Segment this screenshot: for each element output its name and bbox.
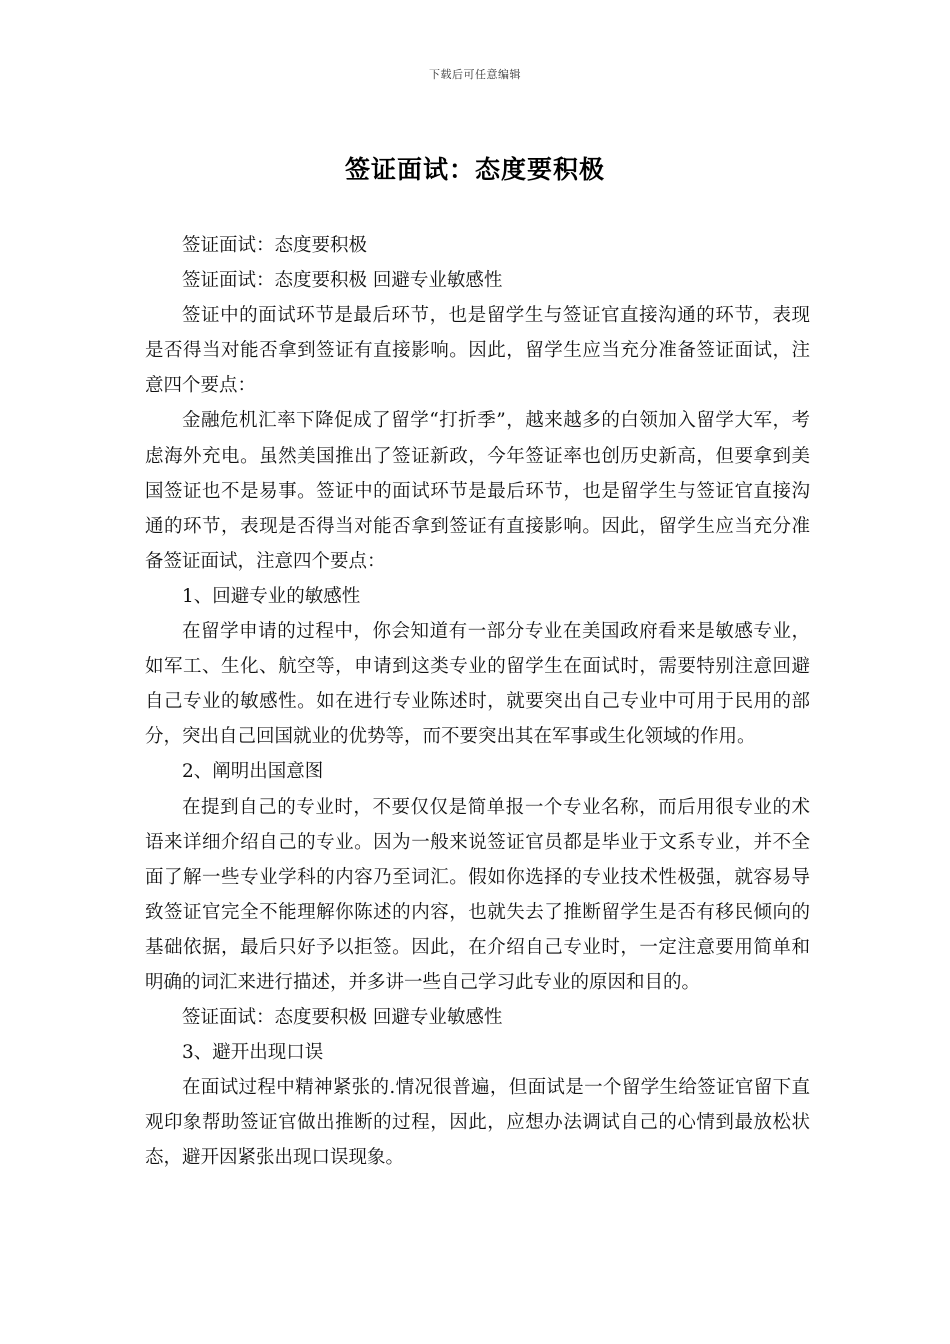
document-body xyxy=(145,228,810,1176)
paragraph-repeat-title: 签证面试：态度要积极 回避专业敏感性 xyxy=(182,1007,503,1029)
header-note: 下载后可任意编辑 xyxy=(429,68,521,81)
section-heading-2: 2、阐明出国意图 xyxy=(182,761,324,783)
section-heading-3: 3、避开出现口误 xyxy=(182,1042,324,1064)
paragraph-intro: 签证中的面试环节是最后环节，也是留学生与签证官直接沟通的环节，表现是否得当对能否拿到签证有直接影响。因此，留学生应当充分准备签证面试，注意四个要点： xyxy=(145,305,810,397)
paragraph-section-2: 在提到自己的专业时，不要仅仅是简单报一个专业名称，而后用很专业的术语来详细介绍自己的专业。因为一般来说签证官员都是毕业于文系专业，并不全面了解一些专业学科的内容乃至词汇。假如你选择的专业技术性极强，就容易导致签证官完全不能理解你陈述的内容，也就失去了推断留学生是否有移民倾向的基础依据，最后只好予以拒签。因此，在介绍自己专业时，一定注意要用简单和明确的词汇来进行描述，并多讲一些自己学习此专业的原因和目的。 xyxy=(145,796,810,993)
document-title: 签证面试：态度要积极 xyxy=(344,155,605,184)
paragraph-subtitle: 签证面试：态度要积极 xyxy=(182,235,368,256)
section-heading-1: 1、回避专业的敏感性 xyxy=(182,585,361,607)
paragraph-background: 金融危机汇率下降促成了留学“打折季”，越来越多的白领加入留学大军，考虑海外充电。虽然美国推出了签证新政，今年签证率也创历史新高，但要拿到美国签证也不是易事。签证中的面试环节是最后环节，也是留学生与签证官直接沟通的环节，表现是否得当对能否拿到签证有直接影响。因此，留学生应当充分准备签证面试，注意四个要点： xyxy=(145,410,810,572)
paragraph-section-3: 在面试过程中精神紧张的.情况很普遍，但面试是一个留学生给签证官留下直观印象帮助签证官做出推断的过程，因此，应想办法调试自己的心情到最放松状态，避开因紧张出现口误现象。 xyxy=(145,1077,810,1169)
paragraph-section-1: 在留学申请的过程中，你会知道有一部分专业在美国政府看来是敏感专业，如军工、生化、航空等，申请到这类专业的留学生在面试时，需要特别注意回避自己专业的敏感性。如在进行专业陈述时，就要突出自己专业中可用于民用的部分，突出自己回国就业的优势等，而不要突出其在军事或生化领域的作用。 xyxy=(145,621,810,748)
paragraph-subtitle-full: 签证面试：态度要积极 回避专业敏感性 xyxy=(182,270,503,292)
